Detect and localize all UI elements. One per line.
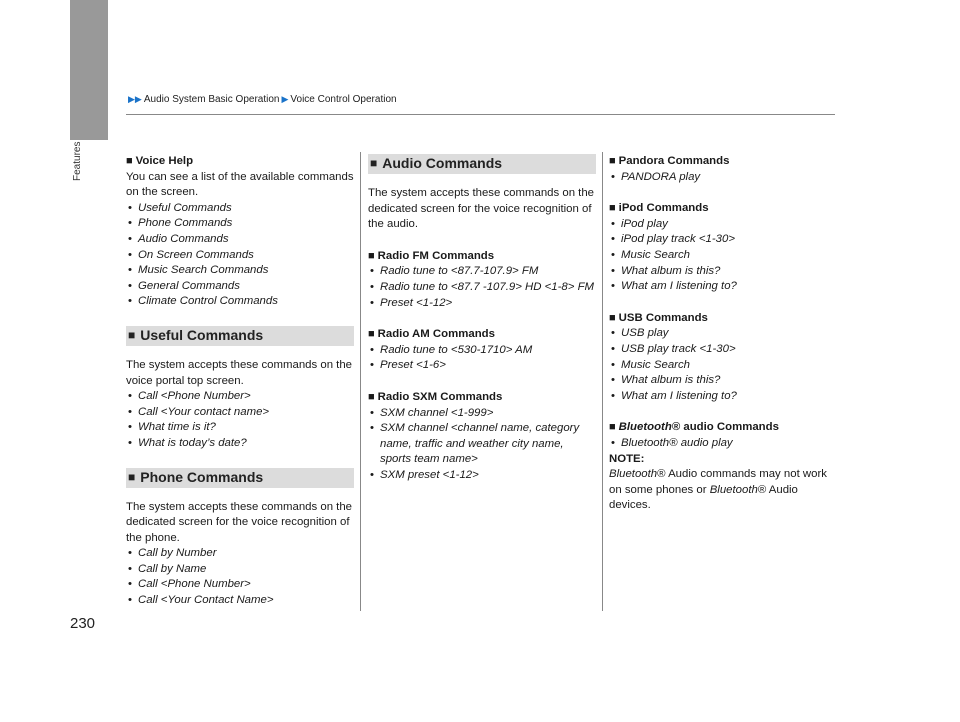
header-rule: [126, 114, 835, 115]
list-item: • Climate Control Commands: [126, 294, 354, 310]
list-item: • Useful Commands: [126, 201, 354, 217]
audio-text: The system accepts these commands on the dedicated screen for the voice recognition of the audio.: [368, 187, 595, 231]
column-divider: [602, 152, 603, 611]
breadcrumb: [126, 94, 397, 105]
list-item: • What album is this?: [609, 264, 837, 280]
list-item: • Radio tune to <530-1710> AM: [368, 343, 596, 359]
list-item: • Radio tune to <87.7-107.9> FM: [368, 264, 596, 280]
list-item: • SXM preset <1-12>: [368, 468, 596, 484]
list-item: • Music Search: [609, 358, 837, 374]
subheading-voice-help: ■ Voice Help: [126, 155, 194, 167]
list-item: • What album is this?: [609, 373, 837, 389]
subheading-usb: ■ USB Commands: [609, 311, 708, 324]
list-item: • Preset <1-6>: [368, 358, 596, 374]
list-item: • On Screen Commands: [126, 248, 354, 264]
list-item: • Phone Commands: [126, 216, 354, 232]
list-item: • What am I listening to?: [609, 279, 837, 295]
list-item: • USB play track <1-30>: [609, 342, 837, 358]
list-item: • USB play: [609, 326, 837, 342]
list-item: • SXM channel <channel name, category name, traffic and weather city name, sports team name>: [368, 421, 596, 468]
list-item: • Call <Phone Number>: [126, 577, 354, 593]
list-item: • Radio tune to <87.7 -107.9> HD <1-8> FM: [368, 280, 596, 296]
section-phone-commands: ■ Phone Commands: [126, 468, 354, 488]
note-label: NOTE:: [609, 452, 645, 465]
column-3: [609, 154, 837, 514]
breadcrumb-arrow-icon: ▶▶: [128, 94, 142, 104]
list-item: • Bluetooth® audio play: [609, 436, 837, 452]
subheading-radio-sxm: ■ Radio SXM Commands: [368, 390, 503, 403]
side-label: Features: [72, 142, 83, 182]
list-item: • General Commands: [126, 279, 354, 295]
note-text: Bluetooth® Audio commands may not work on some phones or Bluetooth® Audio devices.: [609, 468, 827, 512]
subheading-bluetooth: ■ Bluetooth® audio Commands: [609, 421, 779, 434]
list-item: • Call by Name: [126, 562, 354, 578]
list-item: • Call <Your Contact Name>: [126, 593, 354, 609]
list-item: • Preset <1-12>: [368, 296, 596, 312]
breadcrumb-item-audio[interactable]: Audio System Basic Operation: [143, 94, 280, 105]
list-item: • SXM channel <1-999>: [368, 406, 596, 422]
page-number: 230: [70, 615, 96, 632]
list-item: • Music Search Commands: [126, 263, 354, 279]
subheading-pandora: ■ Pandora Commands: [609, 155, 730, 167]
list-item: • What time is it?: [126, 420, 354, 436]
useful-text: The system accepts these commands on the voice portal top screen.: [126, 358, 353, 387]
voice-help-text: You can see a list of the available commands on the screen.: [126, 170, 354, 199]
column-2: [368, 154, 596, 484]
list-item: • Audio Commands: [126, 232, 354, 248]
list-item: • Music Search: [609, 248, 837, 264]
list-item: • Call <Phone Number>: [126, 389, 354, 405]
side-tab: [70, 0, 108, 140]
list-item: • iPod play: [609, 217, 837, 233]
list-item: • PANDORA play: [609, 170, 837, 186]
section-audio-commands: ■ Audio Commands: [368, 154, 596, 174]
subheading-radio-am: ■ Radio AM Commands: [368, 328, 495, 341]
list-item: • What am I listening to?: [609, 389, 837, 405]
list-item: • Call by Number: [126, 546, 354, 562]
column-1: [126, 154, 354, 609]
voice-help-list: [126, 201, 354, 310]
breadcrumb-arrow-icon: ▶: [281, 94, 289, 104]
breadcrumb-item-voice[interactable]: Voice Control Operation: [290, 94, 397, 105]
list-item: • iPod play track <1-30>: [609, 232, 837, 248]
list-item: • What is today’s date?: [126, 436, 354, 452]
column-divider: [360, 152, 361, 611]
subheading-ipod: ■ iPod Commands: [609, 202, 709, 215]
section-useful-commands: ■ Useful Commands: [126, 326, 354, 346]
subheading-radio-fm: ■ Radio FM Commands: [368, 249, 495, 262]
list-item: • Call <Your contact name>: [126, 405, 354, 421]
phone-text: The system accepts these commands on the dedicated screen for the voice recognition of the phone.: [126, 500, 353, 544]
